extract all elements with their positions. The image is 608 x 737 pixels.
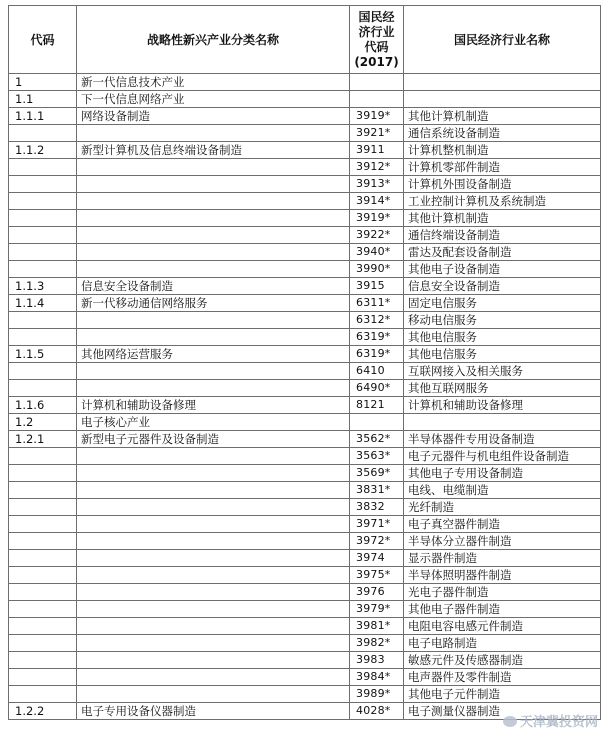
row-industry-code: 3911: [350, 142, 404, 159]
row-industry-code: 3981*: [350, 618, 404, 635]
table-row: [9, 210, 601, 227]
wechat-icon: [503, 716, 517, 727]
row-code: [9, 329, 77, 346]
row-category-name: [77, 448, 350, 465]
row-category-name: [77, 652, 350, 669]
table-row: [9, 431, 601, 448]
row-industry-name: 计算机零部件制造: [404, 159, 601, 176]
row-code: 1.2.2: [9, 703, 77, 720]
row-industry-code: 6410: [350, 363, 404, 380]
row-industry-code: 3990*: [350, 261, 404, 278]
row-category-name: 电子专用设备仪器制造: [77, 703, 350, 720]
row-industry-code: 3922*: [350, 227, 404, 244]
row-industry-name: [404, 74, 601, 91]
row-category-name: [77, 159, 350, 176]
header-industry-code-line: 国民经: [358, 9, 395, 24]
row-code: [9, 261, 77, 278]
row-code: [9, 125, 77, 142]
row-industry-code: 6490*: [350, 380, 404, 397]
table-row: [9, 618, 601, 635]
table-row: [9, 108, 601, 125]
row-industry-code: 3832: [350, 499, 404, 516]
row-code: [9, 601, 77, 618]
row-industry-code: 3919*: [350, 210, 404, 227]
row-code: 1.1.4: [9, 295, 77, 312]
row-industry-name: 其他互联网服务: [404, 380, 601, 397]
table-row: [9, 669, 601, 686]
header-industry-code-line: (2017): [354, 54, 399, 69]
row-industry-name: 互联网接入及相关服务: [404, 363, 601, 380]
row-industry-name: 计算机和辅助设备修理: [404, 397, 601, 414]
row-industry-name: 光纤制造: [404, 499, 601, 516]
table-row: [9, 635, 601, 652]
table-row: [9, 125, 601, 142]
row-industry-name: 雷达及配套设备制造: [404, 244, 601, 261]
row-industry-code: 3915: [350, 278, 404, 295]
row-industry-code: 3975*: [350, 567, 404, 584]
table-row: [9, 227, 601, 244]
row-industry-code: [350, 91, 404, 108]
row-category-name: [77, 210, 350, 227]
row-code: [9, 516, 77, 533]
table-row: [9, 533, 601, 550]
row-category-name: [77, 176, 350, 193]
table-row: [9, 686, 601, 703]
row-industry-code: 4028*: [350, 703, 404, 720]
row-industry-name: 电阻电容电感元件制造: [404, 618, 601, 635]
table-row: [9, 74, 601, 91]
row-code: [9, 567, 77, 584]
row-code: [9, 652, 77, 669]
row-category-name: [77, 499, 350, 516]
row-category-name: [77, 533, 350, 550]
row-industry-code: 3913*: [350, 176, 404, 193]
row-code: [9, 635, 77, 652]
row-industry-code: 3912*: [350, 159, 404, 176]
row-industry-code: 3989*: [350, 686, 404, 703]
row-category-name: [77, 244, 350, 261]
row-industry-name: 其他电子专用设备制造: [404, 465, 601, 482]
row-code: [9, 227, 77, 244]
row-industry-name: 计算机整机制造: [404, 142, 601, 159]
row-code: 1.1.3: [9, 278, 77, 295]
row-code: [9, 448, 77, 465]
row-industry-name: 电子测量仪器制造: [404, 703, 601, 720]
row-industry-code: 3562*: [350, 431, 404, 448]
row-code: [9, 669, 77, 686]
row-category-name: [77, 635, 350, 652]
row-category-name: 新一代信息技术产业: [77, 74, 350, 91]
table-row: [9, 142, 601, 159]
row-industry-code: 6319*: [350, 329, 404, 346]
table-row: [9, 278, 601, 295]
row-industry-code: 3919*: [350, 108, 404, 125]
row-industry-code: 3831*: [350, 482, 404, 499]
row-industry-name: 电线、电缆制造: [404, 482, 601, 499]
row-industry-code: 3971*: [350, 516, 404, 533]
row-industry-name: [404, 414, 601, 431]
row-category-name: 新一代移动通信网络服务: [77, 295, 350, 312]
row-code: [9, 465, 77, 482]
table-row: [9, 346, 601, 363]
row-category-name: [77, 686, 350, 703]
row-category-name: [77, 363, 350, 380]
table-row: [9, 380, 601, 397]
row-code: 1: [9, 74, 77, 91]
row-industry-code: 6312*: [350, 312, 404, 329]
table-row: [9, 550, 601, 567]
row-category-name: [77, 125, 350, 142]
row-industry-code: 6319*: [350, 346, 404, 363]
table-row: [9, 499, 601, 516]
table-row: [9, 329, 601, 346]
row-industry-code: 3979*: [350, 601, 404, 618]
row-industry-code: 3940*: [350, 244, 404, 261]
row-industry-name: 计算机外围设备制造: [404, 176, 601, 193]
row-category-name: 新型电子元器件及设备制造: [77, 431, 350, 448]
row-category-name: [77, 193, 350, 210]
row-category-name: 电子核心产业: [77, 414, 350, 431]
row-industry-code: 3976: [350, 584, 404, 601]
header-industry-code-line: 代码: [364, 39, 389, 54]
row-industry-code: 8121: [350, 397, 404, 414]
row-code: [9, 363, 77, 380]
row-industry-code: 3921*: [350, 125, 404, 142]
row-industry-name: 其他电信服务: [404, 346, 601, 363]
table-row: [9, 601, 601, 618]
row-industry-name: 电子真空器件制造: [404, 516, 601, 533]
row-code: [9, 210, 77, 227]
row-category-name: 网络设备制造: [77, 108, 350, 125]
row-code: 1.1.2: [9, 142, 77, 159]
row-industry-code: [350, 74, 404, 91]
table-row: [9, 414, 601, 431]
row-industry-name: 其他电子元件制造: [404, 686, 601, 703]
row-code: 1.1.6: [9, 397, 77, 414]
row-code: 1.2: [9, 414, 77, 431]
row-industry-name: 半导体照明器件制造: [404, 567, 601, 584]
row-code: [9, 584, 77, 601]
row-code: 1.1.5: [9, 346, 77, 363]
row-code: [9, 244, 77, 261]
table-row: [9, 567, 601, 584]
table-row: [9, 244, 601, 261]
row-code: [9, 193, 77, 210]
table-body: [9, 74, 601, 720]
row-category-name: [77, 601, 350, 618]
row-industry-name: 工业控制计算机及系统制造: [404, 193, 601, 210]
row-industry-name: [404, 91, 601, 108]
row-industry-code: 3914*: [350, 193, 404, 210]
row-category-name: 新型计算机及信息终端设备制造: [77, 142, 350, 159]
row-industry-name: 显示器件制造: [404, 550, 601, 567]
row-category-name: [77, 516, 350, 533]
table-row: [9, 193, 601, 210]
table-row: [9, 159, 601, 176]
row-code: [9, 550, 77, 567]
row-industry-code: 3983: [350, 652, 404, 669]
industry-classification-table: [8, 5, 601, 720]
row-industry-name: 电子电路制造: [404, 635, 601, 652]
row-industry-code: 3982*: [350, 635, 404, 652]
table-row: [9, 652, 601, 669]
row-industry-name: 半导体器件专用设备制造: [404, 431, 601, 448]
table-row: [9, 482, 601, 499]
row-code: [9, 618, 77, 635]
row-industry-name: 其他电子器件制造: [404, 601, 601, 618]
row-industry-name: 敏感元件及传感器制造: [404, 652, 601, 669]
row-category-name: [77, 312, 350, 329]
row-industry-code: 3569*: [350, 465, 404, 482]
table-row: [9, 448, 601, 465]
row-industry-name: 电子元器件与机电组件设备制造: [404, 448, 601, 465]
row-industry-code: 3972*: [350, 533, 404, 550]
table-row: [9, 261, 601, 278]
table-row: [9, 465, 601, 482]
row-category-name: 下一代信息网络产业: [77, 91, 350, 108]
table-row: [9, 312, 601, 329]
row-code: [9, 499, 77, 516]
row-industry-name: 电声器件及零件制造: [404, 669, 601, 686]
row-category-name: 其他网络运营服务: [77, 346, 350, 363]
row-category-name: [77, 618, 350, 635]
row-code: [9, 176, 77, 193]
row-industry-code: 3984*: [350, 669, 404, 686]
row-code: [9, 312, 77, 329]
row-category-name: [77, 329, 350, 346]
row-industry-name: 通信终端设备制造: [404, 227, 601, 244]
row-industry-code: 6311*: [350, 295, 404, 312]
row-category-name: [77, 227, 350, 244]
row-industry-name: 其他计算机制造: [404, 210, 601, 227]
row-industry-name: 其他电信服务: [404, 329, 601, 346]
row-code: [9, 482, 77, 499]
row-industry-name: 移动电信服务: [404, 312, 601, 329]
header-code: 代码: [9, 6, 77, 74]
row-code: 1.1.1: [9, 108, 77, 125]
row-code: 1.1: [9, 91, 77, 108]
row-category-name: 信息安全设备制造: [77, 278, 350, 295]
row-category-name: [77, 261, 350, 278]
row-industry-name: 固定电信服务: [404, 295, 601, 312]
header-industry-code-line: 济行业: [358, 24, 395, 39]
watermark-text: 天津冀投资网: [519, 715, 598, 730]
row-category-name: [77, 465, 350, 482]
row-category-name: [77, 584, 350, 601]
row-category-name: [77, 380, 350, 397]
row-code: [9, 533, 77, 550]
table-row: [9, 176, 601, 193]
row-industry-name: 其他电子设备制造: [404, 261, 601, 278]
row-industry-name: 通信系统设备制造: [404, 125, 601, 142]
watermark: [503, 711, 598, 730]
row-code: [9, 159, 77, 176]
row-category-name: [77, 669, 350, 686]
row-industry-name: 其他计算机制造: [404, 108, 601, 125]
table-row: [9, 363, 601, 380]
row-category-name: [77, 482, 350, 499]
row-code: 1.2.1: [9, 431, 77, 448]
row-industry-name: 信息安全设备制造: [404, 278, 601, 295]
row-category-name: [77, 550, 350, 567]
row-code: [9, 380, 77, 397]
row-code: [9, 686, 77, 703]
table-header-row: [9, 6, 601, 74]
table-row: [9, 516, 601, 533]
table-row: [9, 91, 601, 108]
header-category-name: 战略性新兴产业分类名称: [77, 6, 350, 74]
row-category-name: 计算机和辅助设备修理: [77, 397, 350, 414]
row-industry-code: 3563*: [350, 448, 404, 465]
table-row: [9, 584, 601, 601]
table-row: [9, 397, 601, 414]
row-industry-name: 半导体分立器件制造: [404, 533, 601, 550]
row-category-name: [77, 567, 350, 584]
row-industry-code: [350, 414, 404, 431]
table-row: [9, 295, 601, 312]
row-industry-name: 光电子器件制造: [404, 584, 601, 601]
row-industry-code: 3974: [350, 550, 404, 567]
header-industry-name: 国民经济行业名称: [404, 6, 601, 74]
header-industry-code: [350, 6, 404, 74]
